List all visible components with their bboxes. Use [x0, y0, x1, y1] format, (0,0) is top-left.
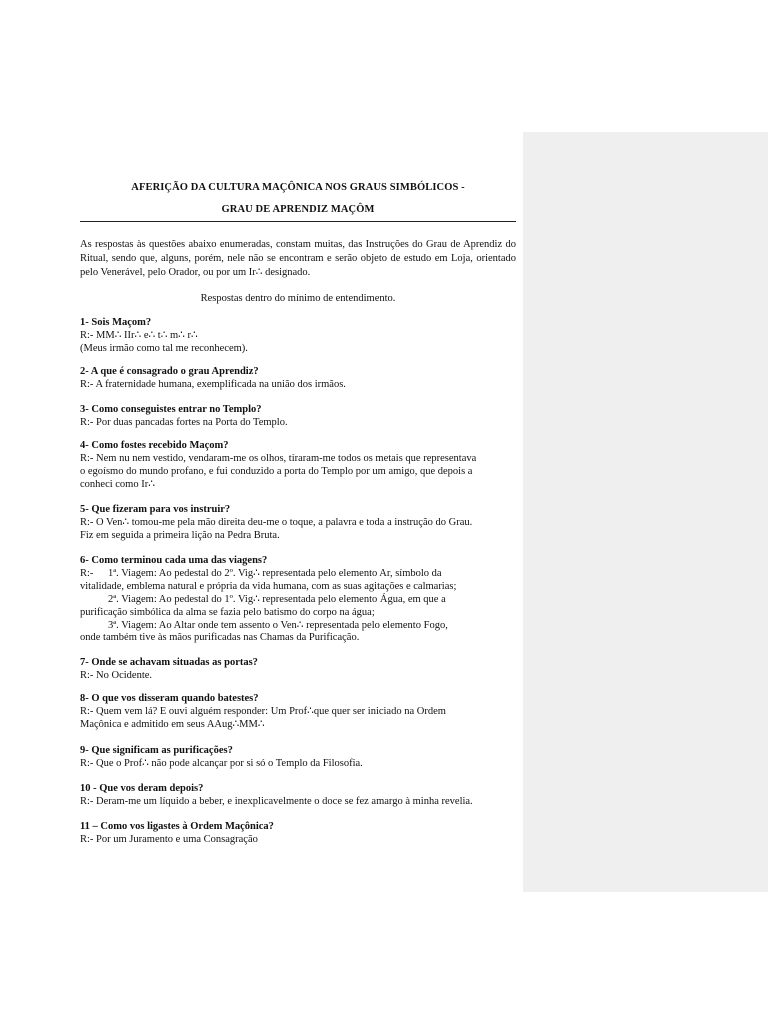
question-heading: 11 – Como vos ligastes à Ordem Maçônica? [80, 821, 274, 832]
answer-line: (Meus irmão como tal me reconhecem). [80, 342, 248, 354]
question-8 [80, 693, 516, 732]
question-10 [80, 783, 516, 809]
answer-line: R:- MM∴ IIr∴ e∴ t∴ m∴ r∴ [80, 329, 198, 341]
answer-line: R:- Quem vem lá? E ouvi alguém responder: Um Prof∴que quer ser iniciado na Ordem [80, 705, 446, 717]
answer-line: R:- Nem nu nem vestido, vendaram-me os olhos, tiraram-me todos os metais que representava [80, 452, 477, 464]
question-heading: 2- A que é consagrado o grau Aprendiz? [80, 366, 259, 377]
question-heading: 5- Que fizeram para vos instruir? [80, 504, 231, 515]
journey-3-text: 3ª. Viagem: Ao Altar onde tem assento o Ven∴ representada pelo elemento Fogo, [108, 619, 448, 631]
question-heading: 10 - Que vos deram depois? [80, 783, 204, 794]
answer-prefix: R:- [80, 567, 94, 579]
question-4 [80, 440, 516, 492]
question-5 [80, 504, 516, 543]
question-heading: 6- Como terminou cada uma das viagens? [80, 555, 268, 566]
answer-line: Maçônica e admitido em seus AAug∴MM∴ [80, 718, 265, 730]
answer-line: R:- A fraternidade humana, exemplificada na união dos irmãos. [80, 378, 346, 390]
answer-line: purificação simbólica da alma se fazia pelo batismo do corpo na água; [80, 606, 375, 618]
answer-line: R:- Por duas pancadas fortes na Porta do Templo. [80, 416, 288, 428]
answer-line: conheci como Ir∴ [80, 478, 155, 490]
question-heading: 3- Como conseguistes entrar no Templo? [80, 404, 262, 415]
answer-line: vitalidade, emblema natural e própria da vida humana, com as suas agitações e calmarias; [80, 580, 457, 592]
answer-line [80, 620, 516, 633]
journey-2-text: 2ª. Viagem: Ao pedestal do 1º. Vig∴ representada pelo elemento Água, em que a [108, 593, 446, 605]
question-2 [80, 366, 516, 392]
question-11 [80, 821, 516, 847]
title-divider [80, 221, 516, 222]
answer-line: Fiz em seguida a primeira lição na Pedra Bruta. [80, 529, 280, 541]
question-heading: 8- O que vos disseram quando batestes? [80, 693, 259, 704]
answer-line [80, 594, 516, 607]
question-3 [80, 404, 516, 430]
question-heading: 1- Sois Maçom? [80, 317, 152, 328]
comment-margin-pane [523, 132, 768, 892]
answer-line: o egoísmo do mundo profano, e fui conduzido a porta do Templo por um amigo, que depois a [80, 465, 473, 477]
intro-paragraph: As respostas às questões abaixo enumeradas, constam muitas, das Instruções do Grau de Aprendiz do Ritual, sendo que, alguns, porém, nele não se encontram e serão objeto de estudo em Loja, orientado pelo Venerável, pelo Orador, ou por um Ir∴ designado. [80, 239, 516, 278]
question-1 [80, 317, 516, 356]
question-7 [80, 657, 516, 683]
question-heading: 9- Que significam as purificações? [80, 745, 233, 756]
journey-1-text: 1ª. Viagem: Ao pedestal do 2º. Vig∴ representada pelo elemento Ar, símbolo da [108, 567, 442, 579]
answer-line: R:- O Ven∴ tomou-me pela mão direita deu-me o toque, a palavra e toda a instrução do Grau. [80, 516, 473, 528]
answer-line [80, 568, 516, 581]
question-9 [80, 745, 516, 771]
answer-line: R:- Que o Prof∴ não pode alcançar por si só o Templo da Filosofia. [80, 757, 363, 769]
document-title-line1: AFERIÇÃO DA CULTURA MAÇÔNICA NOS GRAUS SIMBÓLICOS - [131, 182, 465, 193]
answer-line: R:- Deram-me um líquido a beber, e inexplicavelmente o doce se fez amargo à minha revelia. [80, 795, 473, 807]
question-6 [80, 555, 516, 645]
answers-note: Respostas dentro do mínimo de entendimento. [200, 293, 396, 304]
document-title-line2: GRAU DE APRENDIZ MAÇÔM [221, 204, 375, 215]
question-heading: 7- Onde se achavam situadas as portas? [80, 657, 258, 668]
question-heading: 4- Como fostes recebido Maçom? [80, 440, 229, 451]
answer-line: onde também tive às mãos purificadas nas Chamas da Purificação. [80, 632, 360, 644]
answer-line: R:- No Ocidente. [80, 669, 153, 681]
answer-line: R:- Por um Juramento e uma Consagração [80, 833, 258, 845]
